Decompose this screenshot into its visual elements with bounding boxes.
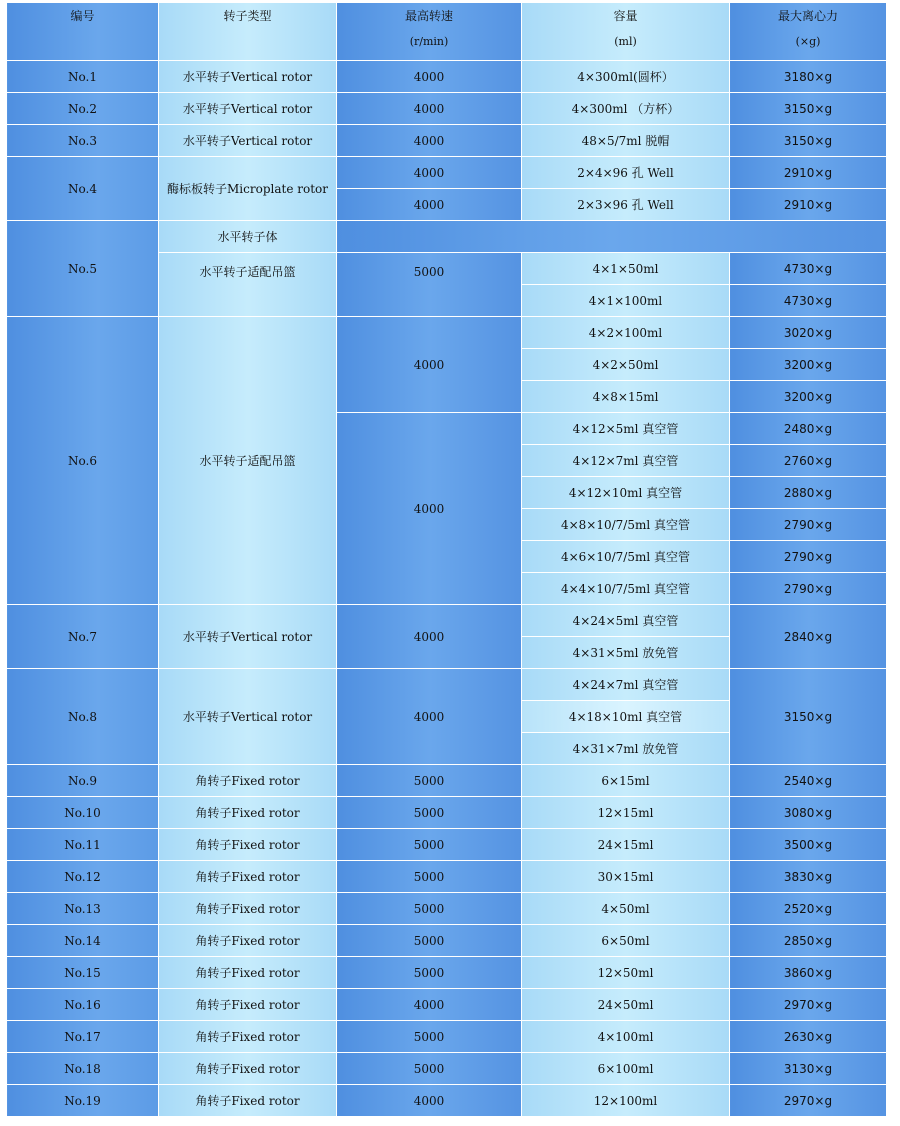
- rotor-capacity: 2×4×96 孔 Well: [522, 157, 730, 189]
- rotor-capacity: 6×100ml: [522, 1053, 730, 1085]
- rotor-type: 角转子Fixed rotor: [159, 925, 337, 957]
- rotor-capacity: 12×50ml: [522, 957, 730, 989]
- rotor-rcf: 2970×g: [730, 1085, 887, 1117]
- rotor-capacity: 4×8×15ml: [522, 381, 730, 413]
- rotor-no: No.13: [7, 893, 159, 925]
- rotor-spacer: [337, 221, 887, 253]
- rotor-speed: 4000: [337, 93, 522, 125]
- rotor-no: No.9: [7, 765, 159, 797]
- rotor-rcf: 3150×g: [730, 125, 887, 157]
- rotor-capacity: 4×8×10/7/5ml 真空管: [522, 509, 730, 541]
- rotor-no: No.10: [7, 797, 159, 829]
- rotor-no: No.6: [7, 317, 159, 605]
- rotor-capacity: 4×50ml: [522, 893, 730, 925]
- table-row: [7, 605, 887, 637]
- rotor-capacity: 4×2×50ml: [522, 349, 730, 381]
- rotor-rcf: 2880×g: [730, 477, 887, 509]
- rotor-rcf: 2790×g: [730, 509, 887, 541]
- rotor-rcf: 2790×g: [730, 541, 887, 573]
- header-rcf-unit: (×g): [795, 35, 821, 48]
- rotor-speed: 5000: [337, 253, 522, 317]
- rotor-type: 水平转子Vertical rotor: [159, 605, 337, 669]
- rotor-capacity: 4×12×10ml 真空管: [522, 477, 730, 509]
- rotor-no: No.14: [7, 925, 159, 957]
- rotor-capacity: 4×2×100ml: [522, 317, 730, 349]
- header-capacity: [522, 3, 730, 61]
- rotor-rcf: 3150×g: [730, 93, 887, 125]
- rotor-capacity: 24×15ml: [522, 829, 730, 861]
- rotor-rcf: 3500×g: [730, 829, 887, 861]
- rotor-capacity: 4×12×7ml 真空管: [522, 445, 730, 477]
- rotor-rcf: 2910×g: [730, 157, 887, 189]
- rotor-no: No.8: [7, 669, 159, 765]
- rotor-capacity: 4×18×10ml 真空管: [522, 701, 730, 733]
- rotor-capacity: 2×3×96 孔 Well: [522, 189, 730, 221]
- table-row: [7, 1085, 887, 1117]
- header-capacity-label: 容量: [613, 9, 638, 23]
- rotor-capacity: 48×5/7ml 脱帽: [522, 125, 730, 157]
- rotor-capacity: 12×15ml: [522, 797, 730, 829]
- header-rcf: [730, 3, 887, 61]
- rotor-no: No.12: [7, 861, 159, 893]
- rotor-capacity: 4×24×5ml 真空管: [522, 605, 730, 637]
- table-row: [7, 221, 887, 253]
- rotor-speed: 4000: [337, 989, 522, 1021]
- rotor-rcf: 3080×g: [730, 797, 887, 829]
- rotor-type: 角转子Fixed rotor: [159, 829, 337, 861]
- rotor-type: 角转子Fixed rotor: [159, 989, 337, 1021]
- rotor-type: 角转子Fixed rotor: [159, 1053, 337, 1085]
- header-capacity-unit: (ml): [614, 35, 637, 48]
- rotor-rcf: 2760×g: [730, 445, 887, 477]
- rotor-speed: 5000: [337, 925, 522, 957]
- rotor-rcf: 3830×g: [730, 861, 887, 893]
- table-row: [7, 989, 887, 1021]
- rotor-type: 角转子Fixed rotor: [159, 957, 337, 989]
- rotor-rcf: 2910×g: [730, 189, 887, 221]
- rotor-no: No.17: [7, 1021, 159, 1053]
- rotor-capacity: 4×100ml: [522, 1021, 730, 1053]
- rotor-no: No.3: [7, 125, 159, 157]
- rotor-type: 水平转子Vertical rotor: [159, 125, 337, 157]
- rotor-rcf: 3860×g: [730, 957, 887, 989]
- rotor-capacity: 6×15ml: [522, 765, 730, 797]
- rotor-capacity: 12×100ml: [522, 1085, 730, 1117]
- rotor-no: No.15: [7, 957, 159, 989]
- rotor-type: 角转子Fixed rotor: [159, 765, 337, 797]
- table-row: [7, 1021, 887, 1053]
- rotor-no: No.5: [7, 221, 159, 317]
- rotor-speed: 4000: [337, 317, 522, 413]
- rotor-rcf: 4730×g: [730, 253, 887, 285]
- rotor-no: No.16: [7, 989, 159, 1021]
- rotor-speed: 4000: [337, 125, 522, 157]
- rotor-capacity: 4×24×7ml 真空管: [522, 669, 730, 701]
- rotor-no: No.11: [7, 829, 159, 861]
- table-row: [7, 829, 887, 861]
- rotor-type: 角转子Fixed rotor: [159, 861, 337, 893]
- rotor-capacity: 4×300ml （方杯）: [522, 93, 730, 125]
- rotor-type: 水平转子适配吊篮: [159, 317, 337, 605]
- rotor-speed: 5000: [337, 957, 522, 989]
- header-speed-unit: (r/min): [409, 35, 449, 48]
- rotor-speed: 5000: [337, 861, 522, 893]
- table-row: [7, 61, 887, 93]
- rotor-rcf: 2540×g: [730, 765, 887, 797]
- rotor-capacity: 4×1×100ml: [522, 285, 730, 317]
- table-row: [7, 93, 887, 125]
- table-row: [7, 157, 887, 189]
- rotor-rcf: 3150×g: [730, 669, 887, 765]
- rotor-type: 角转子Fixed rotor: [159, 1085, 337, 1117]
- rotor-no: No.2: [7, 93, 159, 125]
- rotor-rcf: 3200×g: [730, 349, 887, 381]
- rotor-speed: 4000: [337, 413, 522, 605]
- rotor-type: 水平转子Vertical rotor: [159, 61, 337, 93]
- rotor-speed: 4000: [337, 157, 522, 189]
- header-rcf-label: 最大离心力: [777, 9, 838, 23]
- rotor-rcf: 3020×g: [730, 317, 887, 349]
- rotor-no: No.1: [7, 61, 159, 93]
- rotor-rcf: 2850×g: [730, 925, 887, 957]
- rotor-type: 水平转子Vertical rotor: [159, 93, 337, 125]
- table-row: [7, 957, 887, 989]
- rotor-speed: 4000: [337, 61, 522, 93]
- rotor-rcf: 2790×g: [730, 573, 887, 605]
- rotor-type: 角转子Fixed rotor: [159, 797, 337, 829]
- rotor-capacity: 4×6×10/7/5ml 真空管: [522, 541, 730, 573]
- rotor-rcf: 3130×g: [730, 1053, 887, 1085]
- table-row: [7, 797, 887, 829]
- rotor-type: 水平转子体: [159, 221, 337, 253]
- header-speed: [337, 3, 522, 61]
- rotor-speed: 5000: [337, 1021, 522, 1053]
- rotor-capacity: 4×4×10/7/5ml 真空管: [522, 573, 730, 605]
- table-row: [7, 893, 887, 925]
- rotor-speed: 5000: [337, 829, 522, 861]
- table-row: [7, 925, 887, 957]
- rotor-capacity: 4×31×7ml 放免管: [522, 733, 730, 765]
- rotor-capacity: 24×50ml: [522, 989, 730, 1021]
- rotor-no: No.4: [7, 157, 159, 221]
- rotor-type: 水平转子Vertical rotor: [159, 669, 337, 765]
- table-row: [7, 125, 887, 157]
- rotor-no: No.18: [7, 1053, 159, 1085]
- rotor-no: No.19: [7, 1085, 159, 1117]
- rotor-capacity: 6×50ml: [522, 925, 730, 957]
- header-no: 编号: [7, 3, 159, 61]
- rotor-no: No.7: [7, 605, 159, 669]
- table-row: [7, 765, 887, 797]
- rotor-capacity: 4×1×50ml: [522, 253, 730, 285]
- header-speed-label: 最高转速: [404, 9, 453, 23]
- rotor-spec-table: [6, 2, 887, 1117]
- rotor-type: 角转子Fixed rotor: [159, 1021, 337, 1053]
- table-row: [7, 669, 887, 701]
- header-row: [7, 3, 887, 61]
- table-row: [7, 1053, 887, 1085]
- rotor-type: 角转子Fixed rotor: [159, 893, 337, 925]
- rotor-capacity: 4×31×5ml 放免管: [522, 637, 730, 669]
- rotor-rcf: 2840×g: [730, 605, 887, 669]
- rotor-speed: 4000: [337, 605, 522, 669]
- rotor-rcf: 3180×g: [730, 61, 887, 93]
- rotor-speed: 5000: [337, 893, 522, 925]
- table-row: [7, 861, 887, 893]
- rotor-rcf: 2630×g: [730, 1021, 887, 1053]
- rotor-capacity: 30×15ml: [522, 861, 730, 893]
- rotor-rcf: 3200×g: [730, 381, 887, 413]
- header-type: 转子类型: [159, 3, 337, 61]
- table-row: [7, 317, 887, 349]
- rotor-rcf: 4730×g: [730, 285, 887, 317]
- rotor-speed: 5000: [337, 1053, 522, 1085]
- rotor-type: 水平转子适配吊篮: [159, 253, 337, 317]
- rotor-capacity: 4×300ml(圆杯）: [522, 61, 730, 93]
- rotor-speed: 4000: [337, 669, 522, 765]
- rotor-rcf: 2520×g: [730, 893, 887, 925]
- rotor-speed: 4000: [337, 1085, 522, 1117]
- rotor-speed: 5000: [337, 765, 522, 797]
- rotor-rcf: 2480×g: [730, 413, 887, 445]
- rotor-capacity: 4×12×5ml 真空管: [522, 413, 730, 445]
- rotor-rcf: 2970×g: [730, 989, 887, 1021]
- rotor-speed: 4000: [337, 189, 522, 221]
- rotor-speed: 5000: [337, 797, 522, 829]
- rotor-type: 酶标板转子Microplate rotor: [159, 157, 337, 221]
